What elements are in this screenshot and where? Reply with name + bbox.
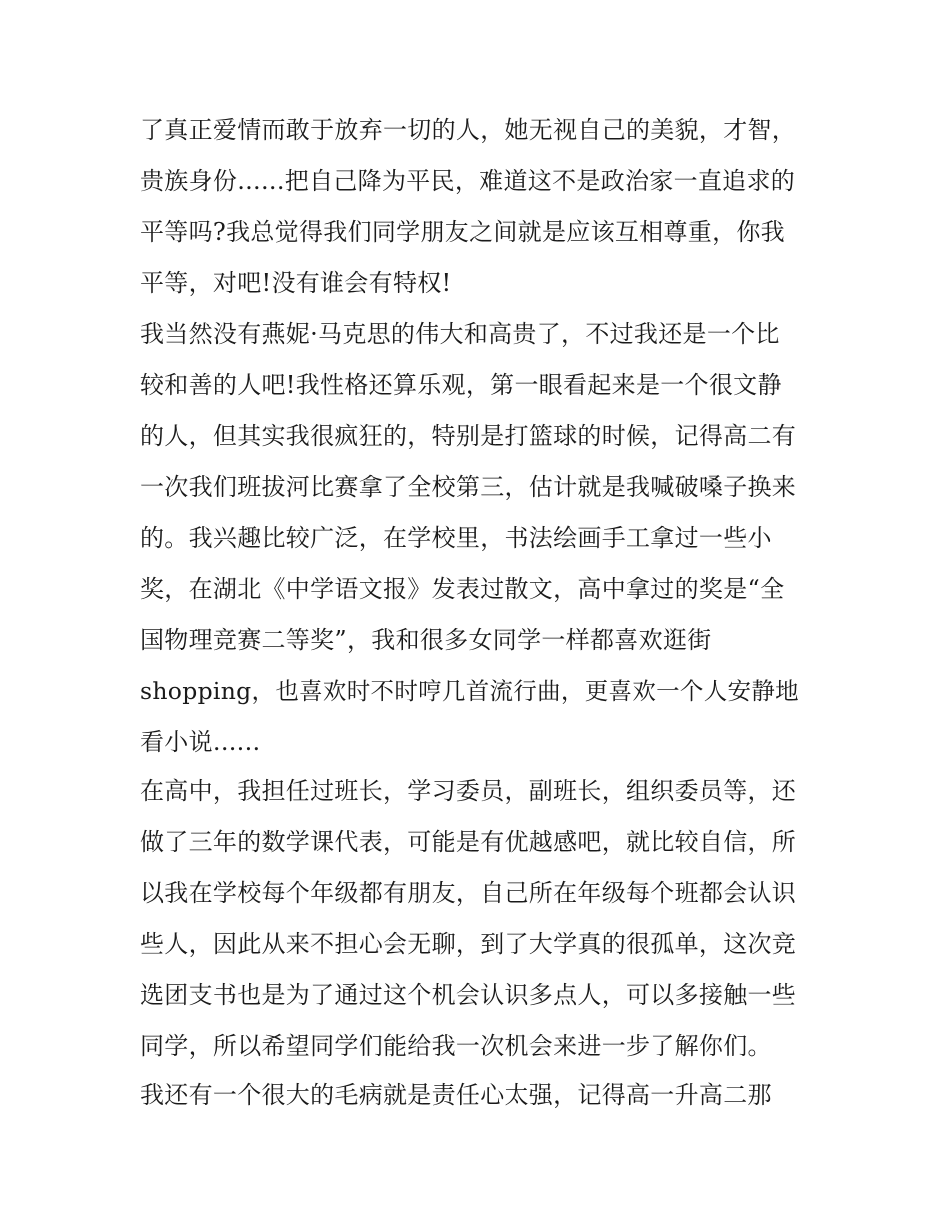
- text-line-9: 的。我兴趣比较广泛，在学校里，书法绘画手工拿过一些小: [140, 524, 772, 552]
- text-line-19: 同学，所以希望同学们能给我一次机会来进一步了解你们。: [140, 1032, 772, 1060]
- text-line-15: 做了三年的数学课代表，可能是有优越感吧，就比较自信，所: [140, 828, 797, 856]
- text-line-17: 些人，因此从来不担心会无聊，到了大学真的很孤单，这次竞: [140, 930, 797, 958]
- text-line-13: 看小说......: [140, 728, 261, 756]
- text-line-6: 较和善的人吧!我性格还算乐观，第一眼看起来是一个很文静: [140, 371, 782, 399]
- text-line-16: 以我在学校每个年级都有朋友，自己所在年级每个班都会认识: [140, 879, 797, 907]
- text-line-3: 平等吗?我总觉得我们同学朋友之间就是应该互相尊重，你我: [140, 218, 785, 246]
- text-line-18: 选团支书也是为了通过这个机会认识多点人，可以多接触一些: [140, 981, 797, 1009]
- text-line-2: 贵族身份......把自己降为平民，难道这不是政治家一直追求的: [140, 167, 796, 195]
- text-line-4: 平等，对吧!没有谁会有特权!: [140, 269, 452, 297]
- text-line-8: 一次我们班拔河比赛拿了全校第三，估计就是我喊破嗓子换来: [140, 473, 797, 501]
- text-line-12: shopping，也喜欢时不时哼几首流行曲，更喜欢一个人安静地: [140, 677, 799, 705]
- text-line-10: 奖，在湖北《中学语文报》发表过散文，高中拿过的奖是“全: [140, 575, 785, 603]
- text-line-11: 国物理竞赛二等奖”，我和很多女同学一样都喜欢逛街: [140, 626, 712, 654]
- text-line-1: 了真正爱情而敢于放弃一切的人，她无视自己的美貌，才智，: [140, 116, 797, 144]
- text-line-7: 的人，但其实我很疯狂的，特别是打篮球的时候，记得高二有: [140, 422, 797, 450]
- text-line-20: 我还有一个很大的毛病就是责任心太强，记得高一升高二那: [140, 1081, 772, 1109]
- text-line-5: 我当然没有燕妮·马克思的伟大和高贵了，不过我还是一个比: [140, 320, 780, 348]
- text-line-14: 在高中，我担任过班长，学习委员，副班长，组织委员等，还: [140, 777, 797, 805]
